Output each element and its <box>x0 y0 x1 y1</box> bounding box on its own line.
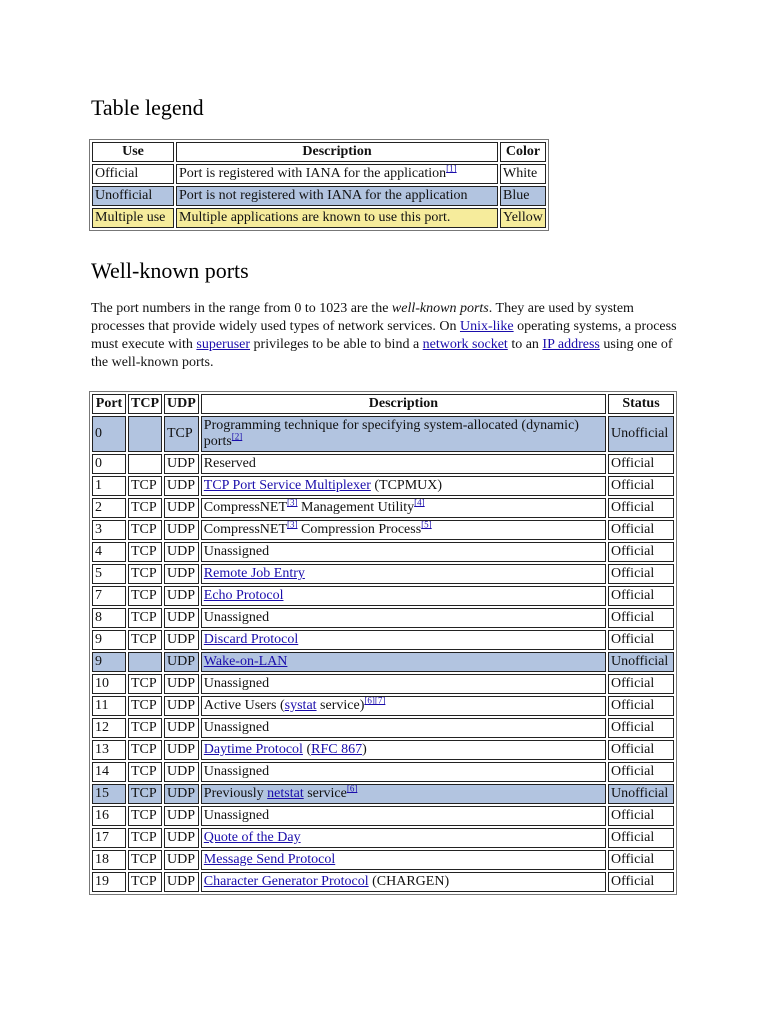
description-link[interactable]: RFC 867 <box>311 742 363 757</box>
description-text: Unassigned <box>203 544 270 559</box>
port-cell: 15 <box>92 784 126 804</box>
status-cell: Unofficial <box>608 784 674 804</box>
status-cell: Official <box>608 872 674 892</box>
well-known-heading: Well-known ports <box>91 258 249 283</box>
udp-cell: UDP <box>164 542 199 562</box>
table-row <box>92 630 674 650</box>
tcp-cell: TCP <box>128 674 162 694</box>
reference-link[interactable]: [3] <box>287 519 298 530</box>
description-cell <box>201 564 606 584</box>
status-cell: Official <box>608 806 674 826</box>
tcp-cell: TCP <box>128 696 162 716</box>
table-row <box>92 416 674 452</box>
table-row <box>92 674 674 694</box>
tcp-cell: TCP <box>128 806 162 826</box>
superuser-link[interactable]: superuser <box>196 337 251 352</box>
description-text: (TCPMUX) <box>370 478 443 493</box>
status-cell: Official <box>608 762 674 782</box>
legend-row-official <box>92 164 546 184</box>
status-cell: Official <box>608 542 674 562</box>
description-cell <box>201 850 606 870</box>
reference-link[interactable]: [2] <box>231 431 243 442</box>
description-cell <box>201 674 606 694</box>
table-row <box>92 454 674 474</box>
udp-cell: UDP <box>164 498 199 518</box>
description-text: service <box>303 786 347 801</box>
ip-address-link[interactable]: IP address <box>542 337 600 352</box>
status-cell: Official <box>608 498 674 518</box>
table-row <box>92 850 674 870</box>
udp-cell: TCP <box>164 416 199 452</box>
reference-link[interactable]: [4] <box>414 497 425 508</box>
table-row <box>92 762 674 782</box>
status-cell: Official <box>608 520 674 540</box>
reference-link[interactable]: [3] <box>287 497 298 508</box>
description-cell <box>201 608 606 628</box>
tcp-cell: TCP <box>128 762 162 782</box>
description-text: Reserved <box>203 456 256 471</box>
intro-text: The port numbers in the range from 0 to 1023 are the <box>91 301 392 316</box>
table-row <box>92 476 674 496</box>
description-cell <box>201 652 606 672</box>
status-cell: Unofficial <box>608 652 674 672</box>
unix-like-link[interactable]: Unix-like <box>459 319 514 334</box>
legend-use: Unofficial <box>92 186 174 206</box>
status-cell: Official <box>608 564 674 584</box>
port-cell: 18 <box>92 850 126 870</box>
table-row <box>92 564 674 584</box>
description-cell <box>201 696 606 716</box>
status-cell: Official <box>608 850 674 870</box>
udp-cell: UDP <box>164 696 199 716</box>
col-tcp: TCP <box>128 394 162 414</box>
description-cell <box>201 718 606 738</box>
description-text: Unassigned <box>203 808 270 823</box>
port-cell: 10 <box>92 674 126 694</box>
udp-cell: UDP <box>164 630 199 650</box>
udp-cell: UDP <box>164 828 199 848</box>
udp-cell: UDP <box>164 564 199 584</box>
udp-cell: UDP <box>164 850 199 870</box>
description-text: Unassigned <box>203 720 270 735</box>
ports-body <box>92 416 674 892</box>
description-cell <box>201 454 606 474</box>
legend-use: Multiple use <box>92 208 174 228</box>
reference-link[interactable]: [6][7] <box>364 695 386 706</box>
description-link[interactable]: Wake-on-LAN <box>203 654 288 669</box>
legend-col-use: Use <box>92 142 174 162</box>
udp-cell: UDP <box>164 806 199 826</box>
port-cell: 16 <box>92 806 126 826</box>
description-link[interactable]: Remote Job Entry <box>203 566 305 581</box>
tcp-cell: TCP <box>128 586 162 606</box>
description-text: ( <box>302 742 312 757</box>
description-cell <box>201 784 606 804</box>
tcp-cell: TCP <box>128 784 162 804</box>
description-text: Unassigned <box>203 610 270 625</box>
description-cell <box>201 476 606 496</box>
table-row <box>92 608 674 628</box>
description-cell <box>201 586 606 606</box>
tcp-cell <box>128 416 162 452</box>
description-cell <box>201 416 606 452</box>
tcp-cell <box>128 454 162 474</box>
description-link[interactable]: Message Send Protocol <box>203 852 336 867</box>
status-cell: Official <box>608 586 674 606</box>
udp-cell: UDP <box>164 608 199 628</box>
description-link[interactable]: Daytime Protocol <box>203 742 303 757</box>
legend-header-row <box>92 142 546 162</box>
description-cell <box>201 828 606 848</box>
intro-text: privileges to be able to bind a <box>250 337 423 352</box>
table-row <box>92 498 674 518</box>
legend-row-unofficial <box>92 186 546 206</box>
description-link[interactable]: Quote of the Day <box>203 830 301 845</box>
port-cell: 0 <box>92 416 126 452</box>
legend-table <box>89 139 549 231</box>
port-cell: 7 <box>92 586 126 606</box>
udp-cell: UDP <box>164 718 199 738</box>
status-cell: Official <box>608 608 674 628</box>
description-text: Active Users ( <box>203 698 285 713</box>
legend-heading: Table legend <box>91 95 204 120</box>
description-text: CompressNET <box>203 500 287 515</box>
col-description: Description <box>201 394 606 414</box>
tcp-cell: TCP <box>128 740 162 760</box>
description-cell <box>201 520 606 540</box>
description-link[interactable]: systat <box>284 698 317 713</box>
status-cell: Official <box>608 696 674 716</box>
port-cell: 3 <box>92 520 126 540</box>
description-text: Management Utility <box>297 500 415 515</box>
udp-cell: UDP <box>164 652 199 672</box>
port-cell: 17 <box>92 828 126 848</box>
udp-cell: UDP <box>164 872 199 892</box>
intro-text: using one of the well-known ports. <box>91 337 673 370</box>
legend-col-color: Color <box>500 142 546 162</box>
tcp-cell: TCP <box>128 498 162 518</box>
network-socket-link[interactable]: network socket <box>422 337 508 352</box>
tcp-cell: TCP <box>128 476 162 496</box>
description-text: service) <box>316 698 365 713</box>
udp-cell: UDP <box>164 784 199 804</box>
description-link[interactable]: TCP Port Service Multiplexer <box>203 478 371 493</box>
table-row <box>92 740 674 760</box>
table-row <box>92 696 674 716</box>
ports-header-row <box>92 394 674 414</box>
description-link[interactable]: Discard Protocol <box>203 632 299 647</box>
port-cell: 19 <box>92 872 126 892</box>
intro-text: to an <box>507 337 543 352</box>
description-cell <box>201 740 606 760</box>
legend-description: Port is not registered with IANA for the application <box>176 186 498 206</box>
col-udp: UDP <box>164 394 199 414</box>
status-cell: Official <box>608 828 674 848</box>
well-known-intro <box>91 300 681 372</box>
legend-color: Yellow <box>500 208 546 228</box>
status-cell: Official <box>608 454 674 474</box>
table-row <box>92 586 674 606</box>
tcp-cell <box>128 652 162 672</box>
description-cell <box>201 542 606 562</box>
port-cell: 2 <box>92 498 126 518</box>
legend-color: White <box>500 164 546 184</box>
table-row <box>92 718 674 738</box>
status-cell: Official <box>608 740 674 760</box>
legend-col-description: Description <box>176 142 498 162</box>
description-text: ) <box>362 742 367 757</box>
description-cell <box>201 630 606 650</box>
description-link[interactable]: netstat <box>267 786 304 801</box>
udp-cell: UDP <box>164 454 199 474</box>
description-text: Programming technique for specifying system-allocated (dynamic) ports <box>203 418 579 449</box>
port-cell: 4 <box>92 542 126 562</box>
legend-color: Blue <box>500 186 546 206</box>
tcp-cell: TCP <box>128 718 162 738</box>
description-text: Unassigned <box>203 764 270 779</box>
legend-description <box>176 164 498 184</box>
tcp-cell: TCP <box>128 630 162 650</box>
port-cell: 12 <box>92 718 126 738</box>
table-row <box>92 520 674 540</box>
intro-text: . They are used by system processes that provide widely used types of network services. On <box>91 301 634 334</box>
table-row <box>92 872 674 892</box>
col-port: Port <box>92 394 126 414</box>
table-row <box>92 828 674 848</box>
port-cell: 13 <box>92 740 126 760</box>
status-cell: Official <box>608 674 674 694</box>
udp-cell: UDP <box>164 762 199 782</box>
legend-row-multiple <box>92 208 546 228</box>
table-row <box>92 784 674 804</box>
description-cell <box>201 806 606 826</box>
reference-link[interactable]: [6] <box>346 783 358 794</box>
port-cell: 5 <box>92 564 126 584</box>
tcp-cell: TCP <box>128 520 162 540</box>
tcp-cell: TCP <box>128 542 162 562</box>
description-text: Compression Process <box>297 522 422 537</box>
udp-cell: UDP <box>164 520 199 540</box>
legend-description-text: Port is registered with IANA for the application <box>179 166 447 181</box>
udp-cell: UDP <box>164 476 199 496</box>
tcp-cell: TCP <box>128 872 162 892</box>
legend-description: Multiple applications are known to use this port. <box>176 208 498 228</box>
port-cell: 9 <box>92 630 126 650</box>
description-link[interactable]: Character Generator Protocol <box>203 874 369 889</box>
description-cell <box>201 762 606 782</box>
port-cell: 11 <box>92 696 126 716</box>
description-cell <box>201 498 606 518</box>
description-text: (CHARGEN) <box>368 874 450 889</box>
description-text: Previously <box>203 786 268 801</box>
port-cell: 1 <box>92 476 126 496</box>
intro-emphasis: well-known ports <box>391 301 489 316</box>
port-cell: 8 <box>92 608 126 628</box>
legend-use: Official <box>92 164 174 184</box>
tcp-cell: TCP <box>128 564 162 584</box>
col-status: Status <box>608 394 674 414</box>
description-link[interactable]: Echo Protocol <box>203 588 284 603</box>
intro-text: operating systems, a process must execute with <box>91 319 677 352</box>
status-cell: Official <box>608 718 674 738</box>
reference-link[interactable]: [5] <box>421 519 432 530</box>
tcp-cell: TCP <box>128 850 162 870</box>
port-cell: 14 <box>92 762 126 782</box>
description-text: Unassigned <box>203 676 270 691</box>
status-cell: Official <box>608 476 674 496</box>
tcp-cell: TCP <box>128 608 162 628</box>
reference-link[interactable]: [1] <box>446 163 457 174</box>
port-cell: 0 <box>92 454 126 474</box>
udp-cell: UDP <box>164 586 199 606</box>
udp-cell: UDP <box>164 674 199 694</box>
table-row <box>92 806 674 826</box>
udp-cell: UDP <box>164 740 199 760</box>
port-cell: 9 <box>92 652 126 672</box>
status-cell: Unofficial <box>608 416 674 452</box>
description-text: CompressNET <box>203 522 287 537</box>
table-row <box>92 542 674 562</box>
table-row <box>92 652 674 672</box>
status-cell: Official <box>608 630 674 650</box>
ports-table <box>89 391 677 895</box>
tcp-cell: TCP <box>128 828 162 848</box>
description-cell <box>201 872 606 892</box>
